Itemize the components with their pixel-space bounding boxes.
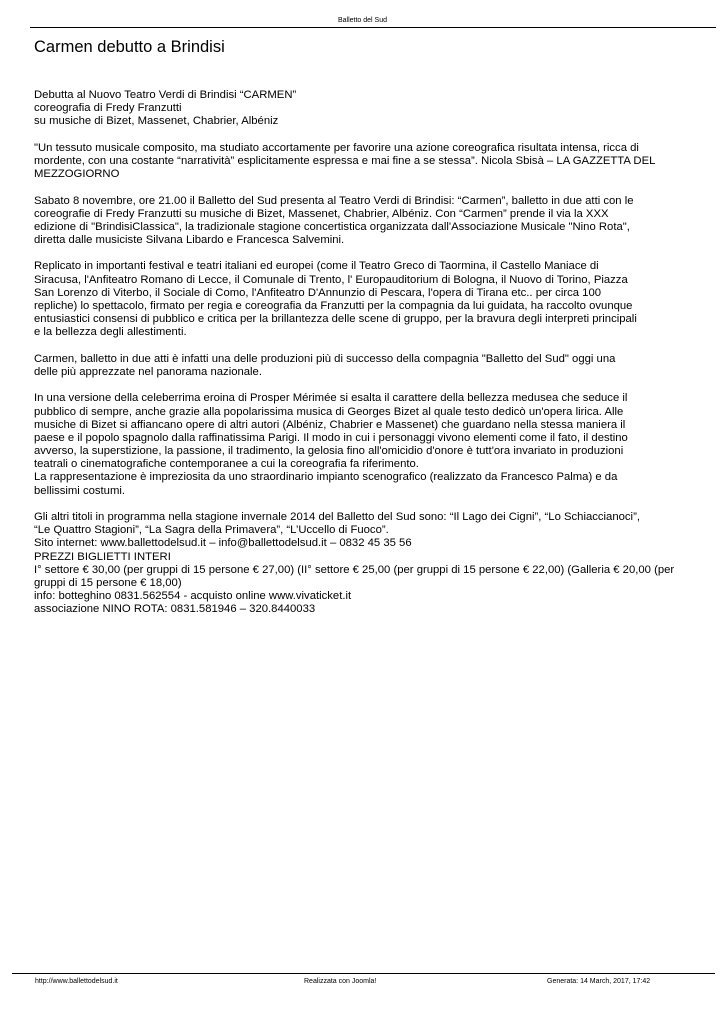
text-line: repliche) lo spettacolo, firmato per regia e coreografia da Franzutti per la compagnia da lui guidata, ha raccolto ovunque [34,300,633,312]
text-line: Debutta al Nuovo Teatro Verdi di Brindisi “CARMEN” [34,89,297,101]
price-line: I° settore € 30,00 (per gruppi di 15 persone € 27,00) (II° settore € 25,00 (per gruppi di 15 persone € 22,00) (Galleria € 20,00 (per [34,563,675,576]
text-line: “Le Quattro Stagioni”, “La Sagra della Primavera”, “L’Uccello di Fuoco”. [34,524,389,537]
text-line: Siracusa, l'Anfiteatro Romano di Lecce, il Comunale di Trento, l' Europauditorium di Bologna, il Nuovo di Torino, Piazza [34,273,628,286]
text-line: bellissimi costumi. [34,484,126,497]
story-paragraph [34,392,725,498]
text-line: Gli altri titoli in programma nella stagione invernale 2014 del Balletto del Sud sono: “Il Lago dei Cigni”, “Lo Schiaccianoci”, [34,511,640,523]
article-title: Carmen debutto a Brindisi [34,38,225,56]
text-line: edizione di "BrindisiClassica", la tradizionale stagione concertistica organizzata dall'Associazione Musicale "Nino Rota", [34,220,630,233]
text-line: San Lorenzo di Viterbo, il Sociale di Como, l'Anfiteatro D'Annunzio di Pescara, l'opera di Tirana etc.. per circa 100 [34,286,602,299]
text-line: mordente, con una costante “narratività” esplicitamente espressa e mai fine a se stessa”. Nicola Sbisà – LA GAZZETTA DEL [34,154,656,167]
info-paragraph [34,511,725,617]
association-line: associazione NINO ROTA: 0831.581946 – 320.8440033 [34,603,316,616]
ticket-info-line: info: botteghino 0831.562554 - acquisto online www.vivaticket.it [34,590,352,603]
text-line: Replicato in importanti festival e teatri italiani ed europei (come il Teatro Greco di Taormina, il Castello Maniace di [34,260,599,273]
text-line: su musiche di Bizet, Massenet, Chabrier, Albéniz [34,115,279,128]
header-divider [30,27,716,28]
contact-line: Sito internet: www.ballettodelsud.it – info@ballettodelsud.it – 0832 45 35 56 [34,537,412,550]
text-line: diretta dalle musiciste Silvana Libardo e Francesca Salvemini. [34,234,345,247]
prices-heading: PREZZI BIGLIETTI INTERI [34,550,171,563]
footer-site-url[interactable]: http://www.ballettodelsud.it [35,978,118,985]
intro-paragraph [34,89,725,129]
text-line: entusiastici consensi di pubblico e critica per la brillantezza delle scene di gruppo, per la bravura degli interpreti principali [34,313,637,326]
text-line: MEZZOGIORNO [34,168,120,181]
quote-paragraph [34,142,725,182]
footer-divider [12,973,715,974]
footer-generated-date: Generata: 14 March, 2017, 17:42 [547,978,651,985]
text-line: delle più apprezzate nel panorama nazionale. [34,365,262,378]
text-line: teatrali o cinematografiche contemporanee a cui la coreografia fa riferimento. [34,458,419,471]
text-line: pubblico di sempre, anche grazie alla popolarissima musica di Georges Bizet al quale testo dedicò un'opera lirica. Alle [34,405,624,418]
text-line: paese e il popolo spagnolo dalla raffinatissima Parigi. Il modo in cui i personaggi vivono elementi come il fato, il destino [34,431,628,444]
text-line: coreografie di Fredy Franzutti su musiche di Bizet, Massenet, Chabrier, Albéniz. Con “Carmen” prende il via la XXX [34,207,609,220]
success-paragraph [34,353,725,379]
text-line: Sabato 8 novembre, ore 21.00 il Balletto del Sud presenta al Teatro Verdi di Brindisi: “Carmen”, balletto in due atti con le [34,194,634,207]
text-line: avverso, la superstizione, la passione, il tradimento, la gelosia fino all'omicidio d'onore è tutt'ora invariato in produzioni [34,445,624,458]
text-line: In una versione della celeberrima eroina di Prosper Mérimée si esalta il carattere della bellezza medusea che seduce il [34,392,628,405]
text-line: La rappresentazione è impreziosita da uno straordinario impianto scenografico (realizzato da Francesco Palma) e da [34,471,618,484]
text-line: coreografia di Fredy Franzutti [34,102,182,115]
text-line: musiche di Bizet si affiancano opere di altri autori (Albéniz, Chabrier e Massenet) che guardano nella stessa maniera il [34,418,626,431]
history-paragraph [34,260,725,339]
text-line: "Un tessuto musicale composito, ma studiato accortamente per favorire una azione coreografica risultata intensa, ricca di [34,141,639,154]
footer-cms-credit: Realizzata con Joomla! [304,978,377,985]
site-header: Balletto del Sud [337,17,388,24]
event-paragraph [34,195,725,248]
text-line: e la bellezza degli allestimenti. [34,326,187,339]
text-line: Carmen, balletto in due atti è infatti una delle produzioni più di successo della compagnia "Balletto del Sud" oggi una [34,352,616,365]
article-body [34,89,725,617]
price-line: gruppi di 15 persone € 18,00) [34,576,182,589]
